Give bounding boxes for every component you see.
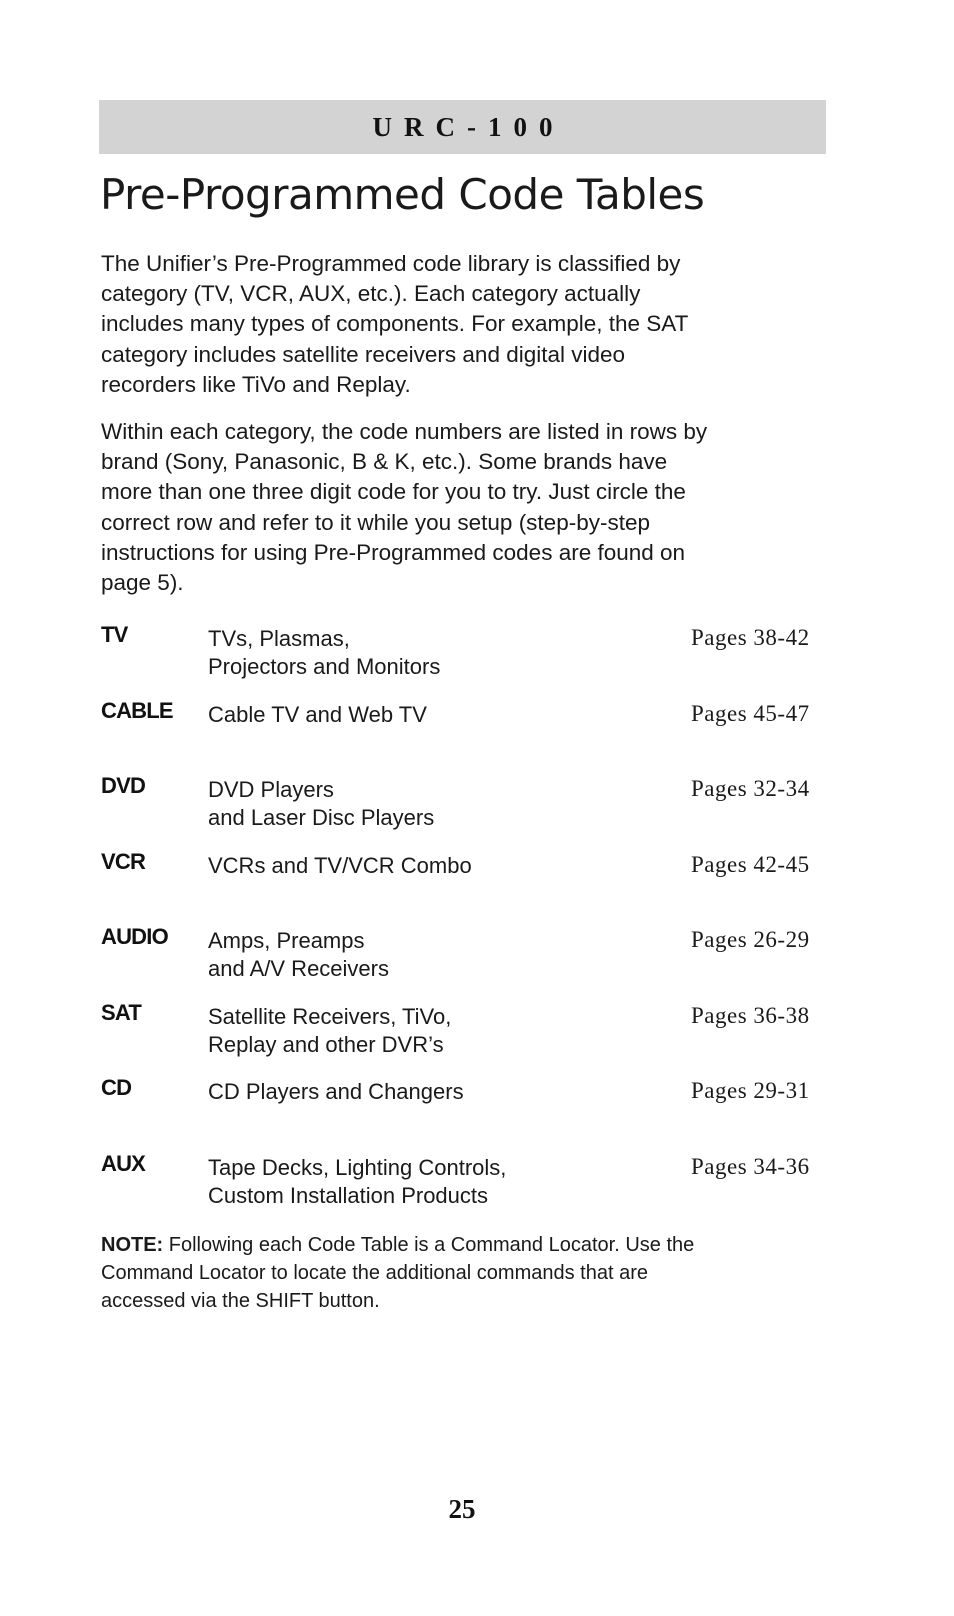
category-pages: Pages 45-47 — [691, 700, 810, 726]
category-description-line: Tape Decks, Lighting Controls, — [208, 1154, 507, 1180]
category-code: AUX — [101, 1150, 146, 1176]
category-row-cd — [101, 1075, 831, 1151]
category-description-line: and Laser Disc Players — [208, 805, 435, 830]
category-code: CABLE — [101, 697, 173, 723]
intro-paragraph: The Unifier’s Pre-Programmed code library is classified by category (TV, VCR, AUX, etc.). Each category actually includes many types of components. For example, the SAT category includes satellite receivers and digital video recorders like TiVo and Replay. — [101, 251, 688, 397]
category-row-sat — [101, 1000, 831, 1076]
category-row-cable — [101, 698, 831, 774]
note-text: Following each Code Table is a Command Locator. Use the Command Locator to locate the additional commands that are accessed via the SHIFT button. — [101, 1234, 695, 1312]
category-code: VCR — [101, 848, 146, 874]
page-number: 25 — [448, 1494, 476, 1524]
category-pages: Pages 34-36 — [691, 1153, 810, 1179]
category-description — [208, 701, 678, 729]
category-description-line: TVs, Plasmas, — [208, 626, 350, 651]
category-description-line: Cable TV and Web TV — [208, 701, 427, 727]
category-code: CD — [101, 1075, 132, 1100]
category-description-line: Custom Installation Products — [208, 1182, 489, 1208]
category-description — [208, 625, 678, 681]
category-list — [101, 622, 831, 1226]
category-pages: Pages 26-29 — [691, 927, 810, 952]
page-title: Pre-Programmed Code Tables — [100, 170, 705, 219]
category-description — [208, 776, 678, 832]
category-description-line: CD Players and Changers — [208, 1079, 464, 1104]
category-code: SAT — [101, 999, 141, 1025]
category-description — [208, 1078, 678, 1106]
category-code: AUDIO — [101, 924, 168, 949]
category-description-line: Amps, Preamps — [208, 928, 365, 953]
header-bar — [99, 100, 826, 154]
category-row-audio — [101, 924, 831, 1000]
category-description-line: and A/V Receivers — [208, 956, 389, 981]
category-description-line: Replay and other DVR’s — [208, 1031, 444, 1057]
category-pages: Pages 38-42 — [691, 625, 810, 650]
category-description — [208, 927, 678, 983]
category-pages: Pages 36-38 — [691, 1002, 810, 1028]
category-description-line: DVD Players — [208, 777, 334, 802]
category-pages: Pages 29-31 — [691, 1078, 810, 1103]
category-pages: Pages 42-45 — [691, 851, 810, 877]
note-label: NOTE: — [101, 1234, 164, 1256]
intro-paragraph: Within each category, the code numbers are listed in rows by brand (Sony, Panasonic, B & K, etc.). Some brands have more than one three digit code for you to try. Just circle the correct row and refer to it while you setup (step-by-step instructions for using Pre-Programmed codes are found on page 5). — [101, 419, 708, 596]
category-description-line: Satellite Receivers, TiVo, — [208, 1003, 452, 1029]
category-description — [208, 852, 678, 880]
category-description-line: Projectors and Monitors — [208, 654, 441, 679]
header-title: URC-100 — [372, 111, 565, 142]
category-row-vcr — [101, 849, 831, 925]
category-row-dvd — [101, 773, 831, 849]
category-row-aux — [101, 1151, 831, 1227]
category-pages: Pages 32-34 — [691, 776, 810, 801]
category-description — [208, 1003, 678, 1059]
category-description-line: VCRs and TV/VCR Combo — [208, 852, 472, 878]
category-row-tv — [101, 622, 831, 698]
category-description — [208, 1154, 678, 1210]
category-code: TV — [101, 622, 128, 647]
intro-text — [101, 249, 721, 615]
note — [101, 1231, 721, 1315]
category-code: DVD — [101, 773, 146, 798]
